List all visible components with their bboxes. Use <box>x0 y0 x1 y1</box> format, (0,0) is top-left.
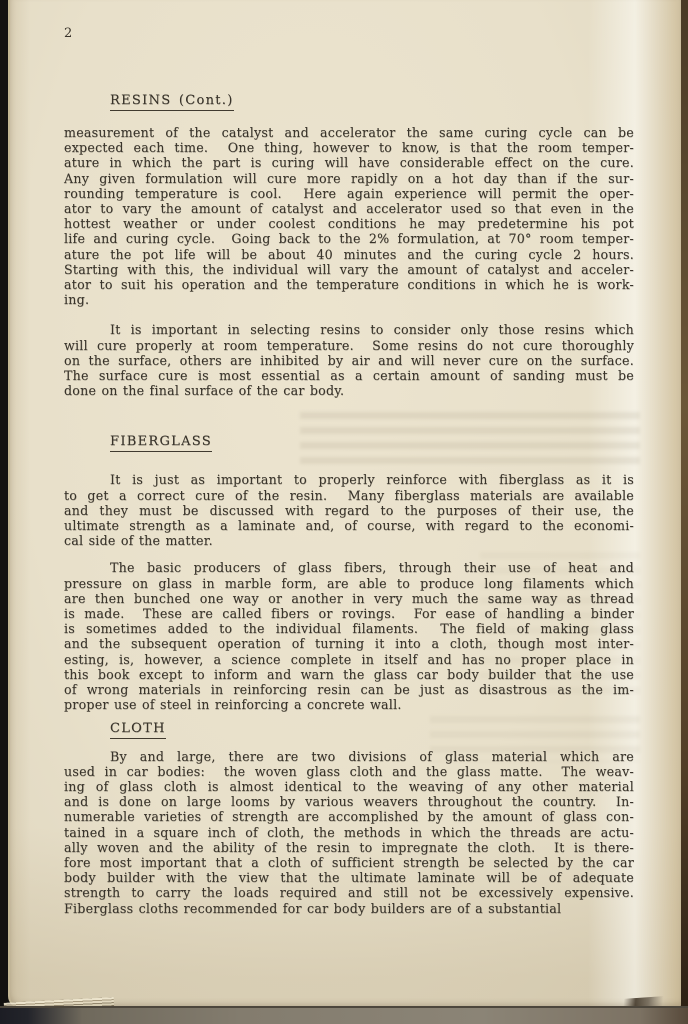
text-line: It is just as important to properly reinforce with fiberglass as it is <box>110 472 634 488</box>
text-line: ature in which the part is curing will have considerable effect on the cure. <box>64 155 634 171</box>
section-heading <box>110 93 634 109</box>
text-line: ultimate strength as a laminate and, of course, with regard to the economi- <box>64 518 634 534</box>
text-line: rounding temperature is cool. Here again experience will permit the oper- <box>64 185 634 201</box>
text-line: strength to carry the loads required and still not be excessively expensive. <box>64 885 634 901</box>
section-heading <box>110 434 634 450</box>
text-line: By and large, there are two divisions of glass material which are <box>110 748 634 764</box>
section-heading <box>110 721 634 737</box>
text-line: numerable varieties of strength are accomplished by the amount of glass con- <box>64 809 634 825</box>
text-line: are then bunched one way or another in very much the same way as thread <box>64 590 634 606</box>
text-line: will cure properly at room temperature. Some resins do not cure thoroughly <box>64 337 634 353</box>
text-line: this book except to inform and warn the glass car body builder that the use <box>64 666 634 682</box>
section-heading-text: FIBERGLASS <box>110 434 212 452</box>
text-line: hottest weather or under coolest conditions he may predetermine his pot <box>64 216 634 232</box>
text-line: to get a correct cure of the resin. Many fiberglass materials are available <box>64 487 634 503</box>
text-line: It is important in selecting resins to consider only those resins which <box>110 322 634 338</box>
book-bottom-edge <box>0 1006 688 1024</box>
paragraph <box>64 472 634 548</box>
text-line: tained in a square inch of cloth, the methods in which the threads are actu- <box>64 824 634 840</box>
text-line: fore most important that a cloth of sufficient strength be selected by the car <box>64 854 634 870</box>
section-heading-text: RESINS (Cont.) <box>110 93 234 111</box>
paper-sheet <box>8 0 682 1008</box>
text-line: Any given formulation will cure more rapidly on a hot day than if the sur- <box>64 170 634 186</box>
text-line: body builder with the view that the ultimate laminate will be of adequate <box>64 870 634 886</box>
text-line: The basic producers of glass fibers, through their use of heat and <box>110 560 634 576</box>
section-heading-text: CLOTH <box>110 721 166 739</box>
text-line: used in car bodies: the woven glass cloth and the glass matte. The weav- <box>64 763 634 779</box>
text-line: life and curing cycle. Going back to the 2% formulation, at 70° room temper- <box>64 231 634 247</box>
page-number: 2 <box>64 26 73 41</box>
text-line: ally woven and the ability of the resin to impregnate the cloth. It is there- <box>64 839 634 855</box>
text-line: ator to suit his operation and the temperature conditions in which he is work- <box>64 277 634 293</box>
text-line: Starting with this, the individual will vary the amount of catalyst and acceler- <box>64 261 634 277</box>
paragraph <box>64 560 634 712</box>
text-line: The surface cure is most essential as a certain amount of sanding must be <box>64 368 634 384</box>
text-line: pressure on glass in marble form, are able to produce long filaments which <box>64 575 634 591</box>
text-line: done on the final surface of the car body. <box>64 383 345 399</box>
book-right-edge <box>681 0 688 1010</box>
text-line: proper use of steel in reinforcing a concrete wall. <box>64 697 402 713</box>
text-line: esting, is, however, a science complete in itself and has no proper place in <box>64 651 634 667</box>
text-column <box>64 0 634 916</box>
text-line: on the surface, others are inhibited by air and will never cure on the surface. <box>64 352 634 368</box>
text-line: ature the pot life will be about 40 minutes and the curing cycle 2 hours. <box>64 246 634 262</box>
paragraph <box>64 125 634 307</box>
text-line: of wrong materials in reinforcing resin can be just as disastrous as the im- <box>64 682 634 698</box>
text-line: measurement of the catalyst and accelerator the same curing cycle can be <box>64 125 634 140</box>
text-line: and the subsequent operation of turning it into a cloth, though most inter- <box>64 636 634 652</box>
text-line: and is done on large looms by various weavers throughout the country. In- <box>64 794 634 810</box>
text-line: ing. <box>64 292 90 308</box>
text-line: expected each time. One thing, however to know, is that the room temper- <box>64 140 634 156</box>
text-line: Fiberglass cloths recommended for car body builders are of a substantial <box>64 900 562 916</box>
text-line: ator to vary the amount of catalyst and accelerator used so that even in the <box>64 201 634 217</box>
text-line: is made. These are called fibers or rovings. For ease of handling a binder <box>64 606 634 622</box>
text-line: and they must be discussed with regard to the purposes of their use, the <box>64 502 634 518</box>
paragraph <box>64 749 634 916</box>
paragraph <box>64 322 634 398</box>
text-line: ing of glass cloth is almost identical to the weaving of any other material <box>64 778 634 794</box>
text-line: is sometimes added to the individual filaments. The field of making glass <box>64 621 634 637</box>
text-line: cal side of the matter. <box>64 533 213 549</box>
